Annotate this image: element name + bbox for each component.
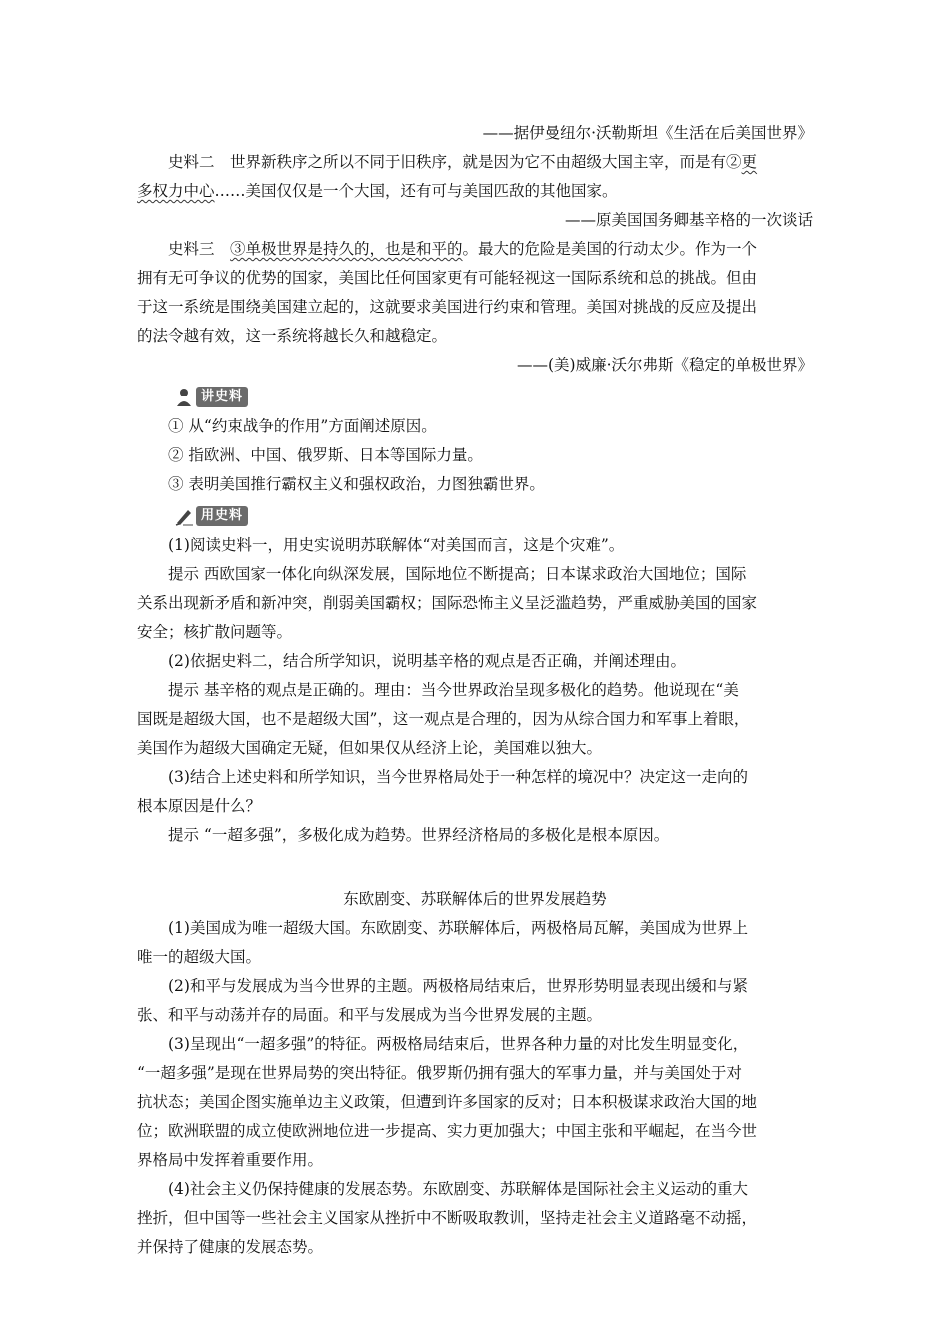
apply-title: 用史料: [196, 506, 248, 526]
document-content: [137, 119, 813, 1262]
explain-title: 讲史料: [196, 387, 248, 407]
apply-answer-1-line2: 关系出现新矛盾和新冲突，削弱美国霸权；国际恐怖主义呈泛滥趋势，严重威胁美国的国家: [137, 594, 758, 612]
source2-text-a: 世界新秩序之所以不同于旧秩序，就是因为它不由超级大国主宰，而是有②: [230, 153, 742, 171]
apply-heading: [137, 501, 813, 531]
explain-item-2: ② 指欧洲、中国、俄罗斯、日本等国际力量。: [168, 446, 483, 464]
trends-p2-line2: 张、和平与动荡并存的局面。和平与发展成为当今世界发展的主题。: [137, 1006, 603, 1024]
apply-answer-2-line3: 美国作为超级大国确定无疑，但如果仅从经济上论，美国难以独大。: [137, 739, 603, 757]
apply-question-1: (1)阅读史料一，用史实说明苏联解体“对美国而言，这是个灾难”。: [168, 536, 625, 554]
trends-p1-line2: 唯一的超级大国。: [137, 948, 262, 966]
trends-p4-line2: 挫折，但中国等一些社会主义国家从挫折中不断吸取教训，坚持走社会主义道路毫不动摇，: [137, 1209, 758, 1227]
explain-item-3: ③ 表明美国推行霸权主义和强权政治，力图独霸世界。: [168, 475, 545, 493]
trends-p4-line1: (4)社会主义仍保持健康的发展态势。东欧剧变、苏联解体是国际社会主义运动的重大: [168, 1180, 748, 1198]
source3-attribution: ——(美)威廉·沃尔弗斯《稳定的单极世界》: [516, 356, 813, 374]
apply-question-3-line2: 根本原因是什么？: [137, 797, 262, 815]
trends-p3-line3: 抗状态；美国企图实施单边主义政策，但遭到许多国家的反对；日本积极谋求政治大国的地: [137, 1093, 758, 1111]
source2-block: [137, 148, 813, 235]
source2-label: 史料二: [168, 153, 215, 171]
source2-underlined-1: 更: [741, 153, 758, 171]
source2-line1: [137, 148, 813, 177]
trends-p3-line5: 界格局中发挥着重要作用。: [137, 1151, 324, 1169]
apply-answer-3: 提示 “一超多强”，多极化成为趋势。世界经济格局的多极化是根本原因。: [168, 826, 670, 844]
teacher-icon: [174, 387, 194, 407]
apply-question-2: (2)依据史料二，结合所学知识，说明基辛格的观点是否正确，并阐述理由。: [168, 652, 686, 670]
source3-block: [137, 235, 813, 380]
source2-text-b: ……美国仅仅是一个大国，还有可与美国匹敌的其他国家。: [214, 182, 618, 200]
apply-question-3-line1: (3)结合上述史料和所学知识，当今世界格局处于一种怎样的境况中？决定这一走向的: [168, 768, 748, 786]
source3-line4: 的法令越有效，这一系统将越长久和越稳定。: [137, 327, 448, 345]
trends-p1-line1: (1)美国成为唯一超级大国。东欧剧变、苏联解体后，两极格局瓦解，美国成为世界上: [168, 919, 748, 937]
apply-answer-2-line1: 提示 基辛格的观点是正确的。理由：当今世界政治呈现多极化的趋势。他说现在“美: [168, 681, 739, 699]
source3-line1: [137, 235, 813, 264]
source3-underlined: ③单极世界是持久的，也是和平的: [230, 240, 463, 258]
source2-attribution: ——原美国国务卿基辛格的一次谈话: [564, 211, 813, 229]
source3-label: 史料三: [168, 240, 215, 258]
trends-title: 东欧剧变、苏联解体后的世界发展趋势: [343, 890, 607, 908]
source3-line1-rest: 。最大的危险是美国的行动太少。作为一个: [462, 240, 758, 258]
trends-p3-line4: 位；欧洲联盟的成立使欧洲地位进一步提高、实力更加强大；中国主张和平崛起，在当今世: [137, 1122, 758, 1140]
source3-line3: 于这一系统是围绕美国建立起的，这就要求美国进行约束和管理。美国对挑战的反应及提出: [137, 298, 758, 316]
apply-answer-1-line3: 安全；核扩散问题等。: [137, 623, 293, 641]
trends-p3-line1: (3)呈现出“一超多强”的特征。两极格局结束后，世界各种力量的对比发生明显变化，: [168, 1035, 749, 1053]
source3-line2: 拥有无可争议的优势的国家，美国比任何国家更有可能轻视这一国际系统和总的挑战。但由: [137, 269, 758, 287]
source1-attribution: ——据伊曼纽尔·沃勒斯坦《生活在后美国世界》: [482, 124, 813, 142]
trends-p4-line3: 并保持了健康的发展态势。: [137, 1238, 324, 1256]
explain-heading: [137, 382, 813, 412]
source2-underlined-2: 多权力中心: [137, 182, 215, 200]
trends-p2-line1: (2)和平与发展成为当今世界的主题。两极格局结束后，世界形势明显表现出缓和与紧: [168, 977, 748, 995]
explain-item-1: ① 从“约束战争的作用”方面阐述原因。: [168, 417, 437, 435]
source2-line2: [137, 177, 813, 206]
apply-answer-1-line1: 提示 西欧国家一体化向纵深发展，国际地位不断提高；日本谋求政治大国地位；国际: [168, 565, 747, 583]
apply-answer-2-line2: 国既是超级大国，也不是超级大国”，这一观点是合理的，因为从综合国力和军事上着眼，: [137, 710, 750, 728]
trends-p3-line2: “一超多强”是现在世界局势的突出特征。俄罗斯仍拥有强大的军事力量，并与美国处于对: [137, 1064, 742, 1082]
pen-icon: [174, 506, 194, 526]
